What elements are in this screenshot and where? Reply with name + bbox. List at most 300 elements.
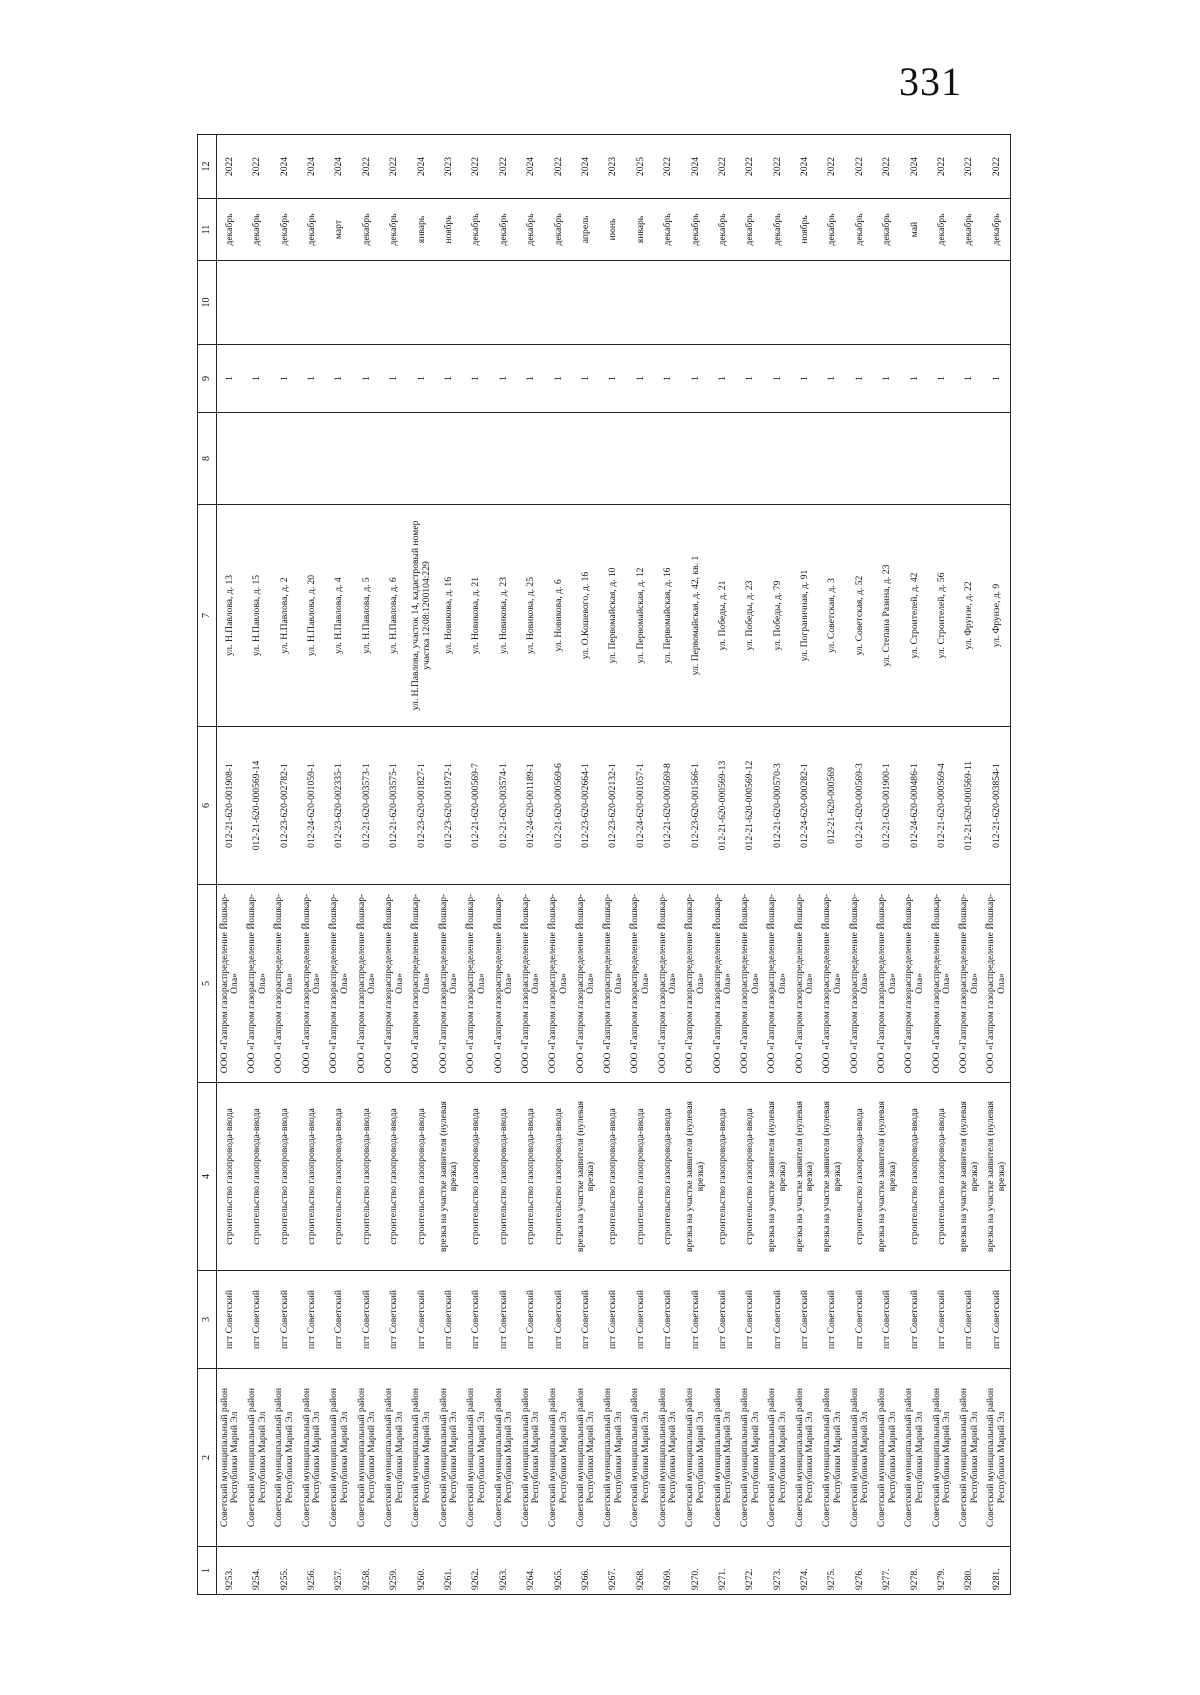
settlement-cell: пгт Советский xyxy=(490,1271,517,1369)
organization-cell: ООО «Газпром газораспределение Йошкар-Ола» xyxy=(956,885,983,1083)
month-cell: декабрь xyxy=(353,199,380,261)
year-cell: 2025 xyxy=(627,135,654,199)
address-cell: ул. Новикова, д. 16 xyxy=(436,505,463,727)
column-8-cell xyxy=(408,413,435,505)
column-10-cell xyxy=(408,261,435,345)
column-10-cell xyxy=(271,261,298,345)
district-cell: Советский муниципальный район Республики Марий Эл xyxy=(764,1369,791,1547)
header-cell: 4 xyxy=(198,1083,217,1271)
application-code-cell: 012-21-620-000569-7 xyxy=(463,727,490,885)
district-cell: Советский муниципальный район Республики Марий Эл xyxy=(217,1369,244,1547)
organization-cell: ООО «Газпром газораспределение Йошкар-Ола» xyxy=(326,885,353,1083)
address-cell: ул. Н.Павлова, участок 14, кадастровый номер участка 12:08:1200104:229 xyxy=(408,505,435,727)
district-cell: Советский муниципальный район Республики Марий Эл xyxy=(792,1369,819,1547)
address-cell: ул. Фрунзе, д. 22 xyxy=(956,505,983,727)
column-8-cell xyxy=(627,413,654,505)
application-code-cell: 012-21-620-000569-6 xyxy=(545,727,572,885)
district-cell: Советский муниципальный район Республики Марий Эл xyxy=(353,1369,380,1547)
column-8-cell xyxy=(764,413,791,505)
address-cell: ул. О.Кошевого, д. 16 xyxy=(573,505,600,727)
column-8-cell xyxy=(901,413,928,505)
settlement-cell: пгт Советский xyxy=(271,1271,298,1369)
address-cell: ул. Советская, д. 3 xyxy=(819,505,846,727)
column-10-cell xyxy=(655,261,682,345)
table-row xyxy=(655,135,682,1595)
application-code-cell: 012-23-620-001972-1 xyxy=(436,727,463,885)
application-code-cell: 012-21-620-000569 xyxy=(819,727,846,885)
organization-cell: ООО «Газпром газораспределение Йошкар-Ола» xyxy=(381,885,408,1083)
settlement-cell: пгт Советский xyxy=(408,1271,435,1369)
row-number-cell: 9261. xyxy=(436,1547,463,1595)
settlement-cell: пгт Советский xyxy=(326,1271,353,1369)
settlement-cell: пгт Советский xyxy=(600,1271,627,1369)
row-number-cell: 9269. xyxy=(655,1547,682,1595)
address-cell: ул. Первомайская, д. 16 xyxy=(655,505,682,727)
month-cell: декабрь xyxy=(381,199,408,261)
work-type-cell: строительство газопровода-ввода xyxy=(627,1083,654,1271)
year-cell: 2024 xyxy=(792,135,819,199)
column-10-cell xyxy=(764,261,791,345)
work-type-cell: строительство газопровода-ввода xyxy=(299,1083,326,1271)
application-code-cell: 012-21-620-000569-4 xyxy=(929,727,956,885)
settlement-cell: пгт Советский xyxy=(792,1271,819,1369)
header-cell: 9 xyxy=(198,345,217,413)
year-cell: 2022 xyxy=(655,135,682,199)
application-code-cell: 012-21-620-000570-3 xyxy=(764,727,791,885)
district-cell: Советский муниципальный район Республики Марий Эл xyxy=(901,1369,928,1547)
quantity-cell: 1 xyxy=(874,345,901,413)
organization-cell: ООО «Газпром газораспределение Йошкар-Ола» xyxy=(874,885,901,1083)
header-cell: 3 xyxy=(198,1271,217,1369)
column-10-cell xyxy=(490,261,517,345)
column-10-cell xyxy=(299,261,326,345)
year-cell: 2022 xyxy=(381,135,408,199)
quantity-cell: 1 xyxy=(217,345,244,413)
year-cell: 2022 xyxy=(244,135,271,199)
application-code-cell: 012-21-620-000569-12 xyxy=(737,727,764,885)
application-code-cell: 012-21-620-003574-1 xyxy=(490,727,517,885)
year-cell: 2022 xyxy=(217,135,244,199)
application-code-cell: 012-21-620-001908-1 xyxy=(217,727,244,885)
district-cell: Советский муниципальный район Республики Марий Эл xyxy=(326,1369,353,1547)
work-type-cell: строительство газопровода-ввода xyxy=(326,1083,353,1271)
row-number-cell: 9266. xyxy=(573,1547,600,1595)
year-cell: 2024 xyxy=(299,135,326,199)
address-cell: ул. Советская, д. 52 xyxy=(846,505,873,727)
application-code-cell: 012-24-620-000486-1 xyxy=(901,727,928,885)
application-code-cell: 012-23-620-001566-1 xyxy=(682,727,709,885)
address-cell: ул. Победы, д. 21 xyxy=(710,505,737,727)
table-row xyxy=(271,135,298,1595)
address-cell: ул. Новикова, д. 21 xyxy=(463,505,490,727)
district-cell: Советский муниципальный район Республики Марий Эл xyxy=(874,1369,901,1547)
column-10-cell xyxy=(929,261,956,345)
organization-cell: ООО «Газпром газораспределение Йошкар-Ола» xyxy=(244,885,271,1083)
table-row xyxy=(682,135,709,1595)
month-cell: январь xyxy=(408,199,435,261)
settlement-cell: пгт Советский xyxy=(710,1271,737,1369)
row-number-cell: 9265. xyxy=(545,1547,572,1595)
settlement-cell: пгт Советский xyxy=(545,1271,572,1369)
address-cell: ул. Н.Павлова, д. 6 xyxy=(381,505,408,727)
organization-cell: ООО «Газпром газораспределение Йошкар-Ола» xyxy=(353,885,380,1083)
row-number-cell: 9280. xyxy=(956,1547,983,1595)
column-10-cell xyxy=(874,261,901,345)
month-cell: декабрь xyxy=(244,199,271,261)
month-cell: ноябрь xyxy=(792,199,819,261)
application-code-cell: 012-24-620-000282-1 xyxy=(792,727,819,885)
column-10-cell xyxy=(710,261,737,345)
month-cell: январь xyxy=(627,199,654,261)
table-row xyxy=(792,135,819,1595)
quantity-cell: 1 xyxy=(710,345,737,413)
organization-cell: ООО «Газпром газораспределение Йошкар-Ола» xyxy=(217,885,244,1083)
application-code-cell: 012-24-620-001059-1 xyxy=(299,727,326,885)
column-8-cell xyxy=(819,413,846,505)
table-row xyxy=(326,135,353,1595)
column-8-cell xyxy=(983,413,1010,505)
column-10-cell xyxy=(682,261,709,345)
settlement-cell: пгт Советский xyxy=(956,1271,983,1369)
column-8-cell xyxy=(710,413,737,505)
address-cell: ул. Н.Павлова, д. 2 xyxy=(271,505,298,727)
year-cell: 2022 xyxy=(874,135,901,199)
district-cell: Советский муниципальный район Республики Марий Эл xyxy=(518,1369,545,1547)
work-type-cell: строительство газопровода-ввода xyxy=(271,1083,298,1271)
table-row xyxy=(819,135,846,1595)
page-number: 331 xyxy=(899,59,962,104)
header-cell: 10 xyxy=(198,261,217,345)
header-cell: 11 xyxy=(198,199,217,261)
table-row xyxy=(737,135,764,1595)
work-type-cell: врезка на участке заявителя (нулевая врезка) xyxy=(436,1083,463,1271)
gasification-table xyxy=(197,134,1011,1595)
column-8-cell xyxy=(874,413,901,505)
row-number-cell: 9262. xyxy=(463,1547,490,1595)
table-row xyxy=(545,135,572,1595)
application-code-cell: 012-21-620-000569-11 xyxy=(956,727,983,885)
address-cell: ул. Пограничная, д. 91 xyxy=(792,505,819,727)
application-code-cell: 012-21-620-000569-8 xyxy=(655,727,682,885)
header-cell: 5 xyxy=(198,885,217,1083)
table-row xyxy=(983,135,1010,1595)
column-10-cell xyxy=(463,261,490,345)
district-cell: Советский муниципальный район Республики Марий Эл xyxy=(381,1369,408,1547)
address-cell: ул. Победы, д. 79 xyxy=(764,505,791,727)
application-code-cell: 012-24-620-001057-1 xyxy=(627,727,654,885)
quantity-cell: 1 xyxy=(436,345,463,413)
quantity-cell: 1 xyxy=(627,345,654,413)
row-number-cell: 9275. xyxy=(819,1547,846,1595)
column-8-cell xyxy=(490,413,517,505)
organization-cell: ООО «Газпром газораспределение Йошкар-Ола» xyxy=(436,885,463,1083)
organization-cell: ООО «Газпром газораспределение Йошкар-Ола» xyxy=(764,885,791,1083)
column-10-cell xyxy=(573,261,600,345)
column-10-cell xyxy=(983,261,1010,345)
organization-cell: ООО «Газпром газораспределение Йошкар-Ола» xyxy=(271,885,298,1083)
table-row xyxy=(408,135,435,1595)
quantity-cell: 1 xyxy=(792,345,819,413)
column-8-cell xyxy=(655,413,682,505)
address-cell: ул. Н.Павлова, д. 4 xyxy=(326,505,353,727)
row-number-cell: 9271. xyxy=(710,1547,737,1595)
quantity-cell: 1 xyxy=(846,345,873,413)
organization-cell: ООО «Газпром газораспределение Йошкар-Ола» xyxy=(627,885,654,1083)
work-type-cell: строительство газопровода-ввода xyxy=(710,1083,737,1271)
month-cell: декабрь xyxy=(217,199,244,261)
row-number-cell: 9272. xyxy=(737,1547,764,1595)
work-type-cell: врезка на участке заявителя (нулевая врезка) xyxy=(819,1083,846,1271)
settlement-cell: пгт Советский xyxy=(299,1271,326,1369)
organization-cell: ООО «Газпром газораспределение Йошкар-Ола» xyxy=(600,885,627,1083)
row-number-cell: 9257. xyxy=(326,1547,353,1595)
work-type-cell: врезка на участке заявителя (нулевая врезка) xyxy=(764,1083,791,1271)
district-cell: Советский муниципальный район Республики Марий Эл xyxy=(956,1369,983,1547)
settlement-cell: пгт Советский xyxy=(381,1271,408,1369)
column-10-cell xyxy=(819,261,846,345)
year-cell: 2022 xyxy=(846,135,873,199)
application-code-cell: 012-23-620-002664-1 xyxy=(573,727,600,885)
organization-cell: ООО «Газпром газораспределение Йошкар-Ола» xyxy=(682,885,709,1083)
district-cell: Советский муниципальный район Республики Марий Эл xyxy=(600,1369,627,1547)
month-cell: декабрь xyxy=(655,199,682,261)
column-10-cell xyxy=(244,261,271,345)
quantity-cell: 1 xyxy=(764,345,791,413)
application-code-cell: 012-24-620-001189-1 xyxy=(518,727,545,885)
table-row xyxy=(956,135,983,1595)
year-cell: 2022 xyxy=(819,135,846,199)
month-cell: декабрь xyxy=(271,199,298,261)
row-number-cell: 9254. xyxy=(244,1547,271,1595)
year-cell: 2022 xyxy=(929,135,956,199)
row-number-cell: 9267. xyxy=(600,1547,627,1595)
column-8-cell xyxy=(217,413,244,505)
application-code-cell: 012-23-620-001827-1 xyxy=(408,727,435,885)
work-type-cell: строительство газопровода-ввода xyxy=(655,1083,682,1271)
work-type-cell: строительство газопровода-ввода xyxy=(737,1083,764,1271)
column-8-cell xyxy=(682,413,709,505)
table-row xyxy=(436,135,463,1595)
work-type-cell: строительство газопровода-ввода xyxy=(518,1083,545,1271)
table-row xyxy=(381,135,408,1595)
quantity-cell: 1 xyxy=(353,345,380,413)
header-cell: 1 xyxy=(198,1547,217,1595)
month-cell: декабрь xyxy=(299,199,326,261)
organization-cell: ООО «Газпром газораспределение Йошкар-Ола» xyxy=(929,885,956,1083)
work-type-cell: врезка на участке заявителя (нулевая врезка) xyxy=(956,1083,983,1271)
organization-cell: ООО «Газпром газораспределение Йошкар-Ола» xyxy=(573,885,600,1083)
row-number-cell: 9270. xyxy=(682,1547,709,1595)
table-row xyxy=(846,135,873,1595)
address-cell: ул. Первомайская, д. 42, кв. 1 xyxy=(682,505,709,727)
month-cell: декабрь xyxy=(490,199,517,261)
work-type-cell: строительство газопровода-ввода xyxy=(353,1083,380,1271)
month-cell: ноябрь xyxy=(436,199,463,261)
row-number-cell: 9278. xyxy=(901,1547,928,1595)
column-10-cell xyxy=(901,261,928,345)
table-row xyxy=(353,135,380,1595)
work-type-cell: строительство газопровода-ввода xyxy=(463,1083,490,1271)
year-cell: 2022 xyxy=(353,135,380,199)
table-row xyxy=(573,135,600,1595)
district-cell: Советский муниципальный район Республики Марий Эл xyxy=(737,1369,764,1547)
month-cell: декабрь xyxy=(983,199,1010,261)
row-number-cell: 9273. xyxy=(764,1547,791,1595)
quantity-cell: 1 xyxy=(600,345,627,413)
table-row xyxy=(874,135,901,1595)
address-cell: ул. Первомайская, д. 10 xyxy=(600,505,627,727)
settlement-cell: пгт Советский xyxy=(244,1271,271,1369)
table-row xyxy=(929,135,956,1595)
application-code-cell: 012-23-620-002335-1 xyxy=(326,727,353,885)
address-cell: ул. Первомайская, д. 12 xyxy=(627,505,654,727)
column-8-cell xyxy=(545,413,572,505)
quantity-cell: 1 xyxy=(983,345,1010,413)
settlement-cell: пгт Советский xyxy=(819,1271,846,1369)
address-cell: ул. Новикова, д. 25 xyxy=(518,505,545,727)
year-cell: 2022 xyxy=(463,135,490,199)
address-cell: ул. Н.Павлова, д. 20 xyxy=(299,505,326,727)
organization-cell: ООО «Газпром газораспределение Йошкар-Ола» xyxy=(490,885,517,1083)
month-cell: декабрь xyxy=(682,199,709,261)
settlement-cell: пгт Советский xyxy=(764,1271,791,1369)
district-cell: Советский муниципальный район Республики Марий Эл xyxy=(299,1369,326,1547)
table-row xyxy=(490,135,517,1595)
work-type-cell: врезка на участке заявителя (нулевая врезка) xyxy=(792,1083,819,1271)
district-cell: Советский муниципальный район Республики Марий Эл xyxy=(545,1369,572,1547)
header-cell: 7 xyxy=(198,505,217,727)
application-code-cell: 012-21-620-000569-3 xyxy=(846,727,873,885)
table-row xyxy=(901,135,928,1595)
address-cell: ул. Новикова, д. 23 xyxy=(490,505,517,727)
work-type-cell: строительство газопровода-ввода xyxy=(217,1083,244,1271)
organization-cell: ООО «Газпром газораспределение Йошкар-Ола» xyxy=(545,885,572,1083)
column-8-cell xyxy=(792,413,819,505)
year-cell: 2024 xyxy=(573,135,600,199)
application-code-cell: 012-23-620-002782-1 xyxy=(271,727,298,885)
settlement-cell: пгт Советский xyxy=(353,1271,380,1369)
address-cell: ул. Степана Разина, д. 23 xyxy=(874,505,901,727)
organization-cell: ООО «Газпром газораспределение Йошкар-Ола» xyxy=(901,885,928,1083)
quantity-cell: 1 xyxy=(573,345,600,413)
district-cell: Советский муниципальный район Республики Марий Эл xyxy=(710,1369,737,1547)
row-number-cell: 9263. xyxy=(490,1547,517,1595)
column-10-cell xyxy=(217,261,244,345)
application-code-cell: 012-21-620-003854-1 xyxy=(983,727,1010,885)
column-10-cell xyxy=(436,261,463,345)
year-cell: 2022 xyxy=(545,135,572,199)
address-cell: ул. Н.Павлова, д. 13 xyxy=(217,505,244,727)
table-row xyxy=(299,135,326,1595)
quantity-cell: 1 xyxy=(819,345,846,413)
column-8-cell xyxy=(353,413,380,505)
quantity-cell: 1 xyxy=(682,345,709,413)
column-8-cell xyxy=(518,413,545,505)
quantity-cell: 1 xyxy=(901,345,928,413)
address-cell: ул. Фрунзе, д. 9 xyxy=(983,505,1010,727)
column-8-cell xyxy=(573,413,600,505)
work-type-cell: врезка на участке заявителя (нулевая врезка) xyxy=(874,1083,901,1271)
work-type-cell: строительство газопровода-ввода xyxy=(408,1083,435,1271)
quantity-cell: 1 xyxy=(463,345,490,413)
column-8-cell xyxy=(436,413,463,505)
column-8-cell xyxy=(956,413,983,505)
settlement-cell: пгт Советский xyxy=(737,1271,764,1369)
settlement-cell: пгт Советский xyxy=(901,1271,928,1369)
month-cell: март xyxy=(326,199,353,261)
row-number-cell: 9268. xyxy=(627,1547,654,1595)
table-row xyxy=(710,135,737,1595)
district-cell: Советский муниципальный район Республики Марий Эл xyxy=(436,1369,463,1547)
table-row xyxy=(463,135,490,1595)
column-10-cell xyxy=(381,261,408,345)
column-8-cell xyxy=(463,413,490,505)
quantity-cell: 1 xyxy=(545,345,572,413)
organization-cell: ООО «Газпром газораспределение Йошкар-Ола» xyxy=(655,885,682,1083)
settlement-cell: пгт Советский xyxy=(655,1271,682,1369)
organization-cell: ООО «Газпром газораспределение Йошкар-Ола» xyxy=(846,885,873,1083)
month-cell: май xyxy=(901,199,928,261)
row-number-cell: 9260. xyxy=(408,1547,435,1595)
month-cell: декабрь xyxy=(764,199,791,261)
organization-cell: ООО «Газпром газораспределение Йошкар-Ола» xyxy=(710,885,737,1083)
column-10-cell xyxy=(627,261,654,345)
work-type-cell: строительство газопровода-ввода xyxy=(600,1083,627,1271)
work-type-cell: строительство газопровода-ввода xyxy=(901,1083,928,1271)
table-row xyxy=(244,135,271,1595)
application-code-cell: 012-21-620-000569-14 xyxy=(244,727,271,885)
settlement-cell: пгт Советский xyxy=(682,1271,709,1369)
column-10-cell xyxy=(737,261,764,345)
month-cell: декабрь xyxy=(819,199,846,261)
settlement-cell: пгт Советский xyxy=(436,1271,463,1369)
year-cell: 2022 xyxy=(710,135,737,199)
column-8-cell xyxy=(600,413,627,505)
application-code-cell: 012-23-620-002132-1 xyxy=(600,727,627,885)
quantity-cell: 1 xyxy=(299,345,326,413)
district-cell: Советский муниципальный район Республики Марий Эл xyxy=(819,1369,846,1547)
quantity-cell: 1 xyxy=(326,345,353,413)
column-8-cell xyxy=(299,413,326,505)
quantity-cell: 1 xyxy=(956,345,983,413)
column-10-cell xyxy=(518,261,545,345)
quantity-cell: 1 xyxy=(737,345,764,413)
month-cell: декабрь xyxy=(874,199,901,261)
district-cell: Советский муниципальный район Республики Марий Эл xyxy=(846,1369,873,1547)
quantity-cell: 1 xyxy=(929,345,956,413)
quantity-cell: 1 xyxy=(518,345,545,413)
year-cell: 2023 xyxy=(436,135,463,199)
year-cell: 2024 xyxy=(408,135,435,199)
column-10-cell xyxy=(956,261,983,345)
row-number-cell: 9253. xyxy=(217,1547,244,1595)
row-number-cell: 9279. xyxy=(929,1547,956,1595)
month-cell: декабрь xyxy=(710,199,737,261)
organization-cell: ООО «Газпром газораспределение Йошкар-Ола» xyxy=(518,885,545,1083)
quantity-cell: 1 xyxy=(381,345,408,413)
address-cell: ул. Строителей, д. 42 xyxy=(901,505,928,727)
district-cell: Советский муниципальный район Республики Марий Эл xyxy=(463,1369,490,1547)
year-cell: 2022 xyxy=(764,135,791,199)
column-8-cell xyxy=(381,413,408,505)
row-number-cell: 9281. xyxy=(983,1547,1010,1595)
address-cell: ул. Н.Павлова, д. 5 xyxy=(353,505,380,727)
header-cell: 6 xyxy=(198,727,217,885)
month-cell: июнь xyxy=(600,199,627,261)
month-cell: апрель xyxy=(573,199,600,261)
settlement-cell: пгт Советский xyxy=(463,1271,490,1369)
work-type-cell: строительство газопровода-ввода xyxy=(846,1083,873,1271)
